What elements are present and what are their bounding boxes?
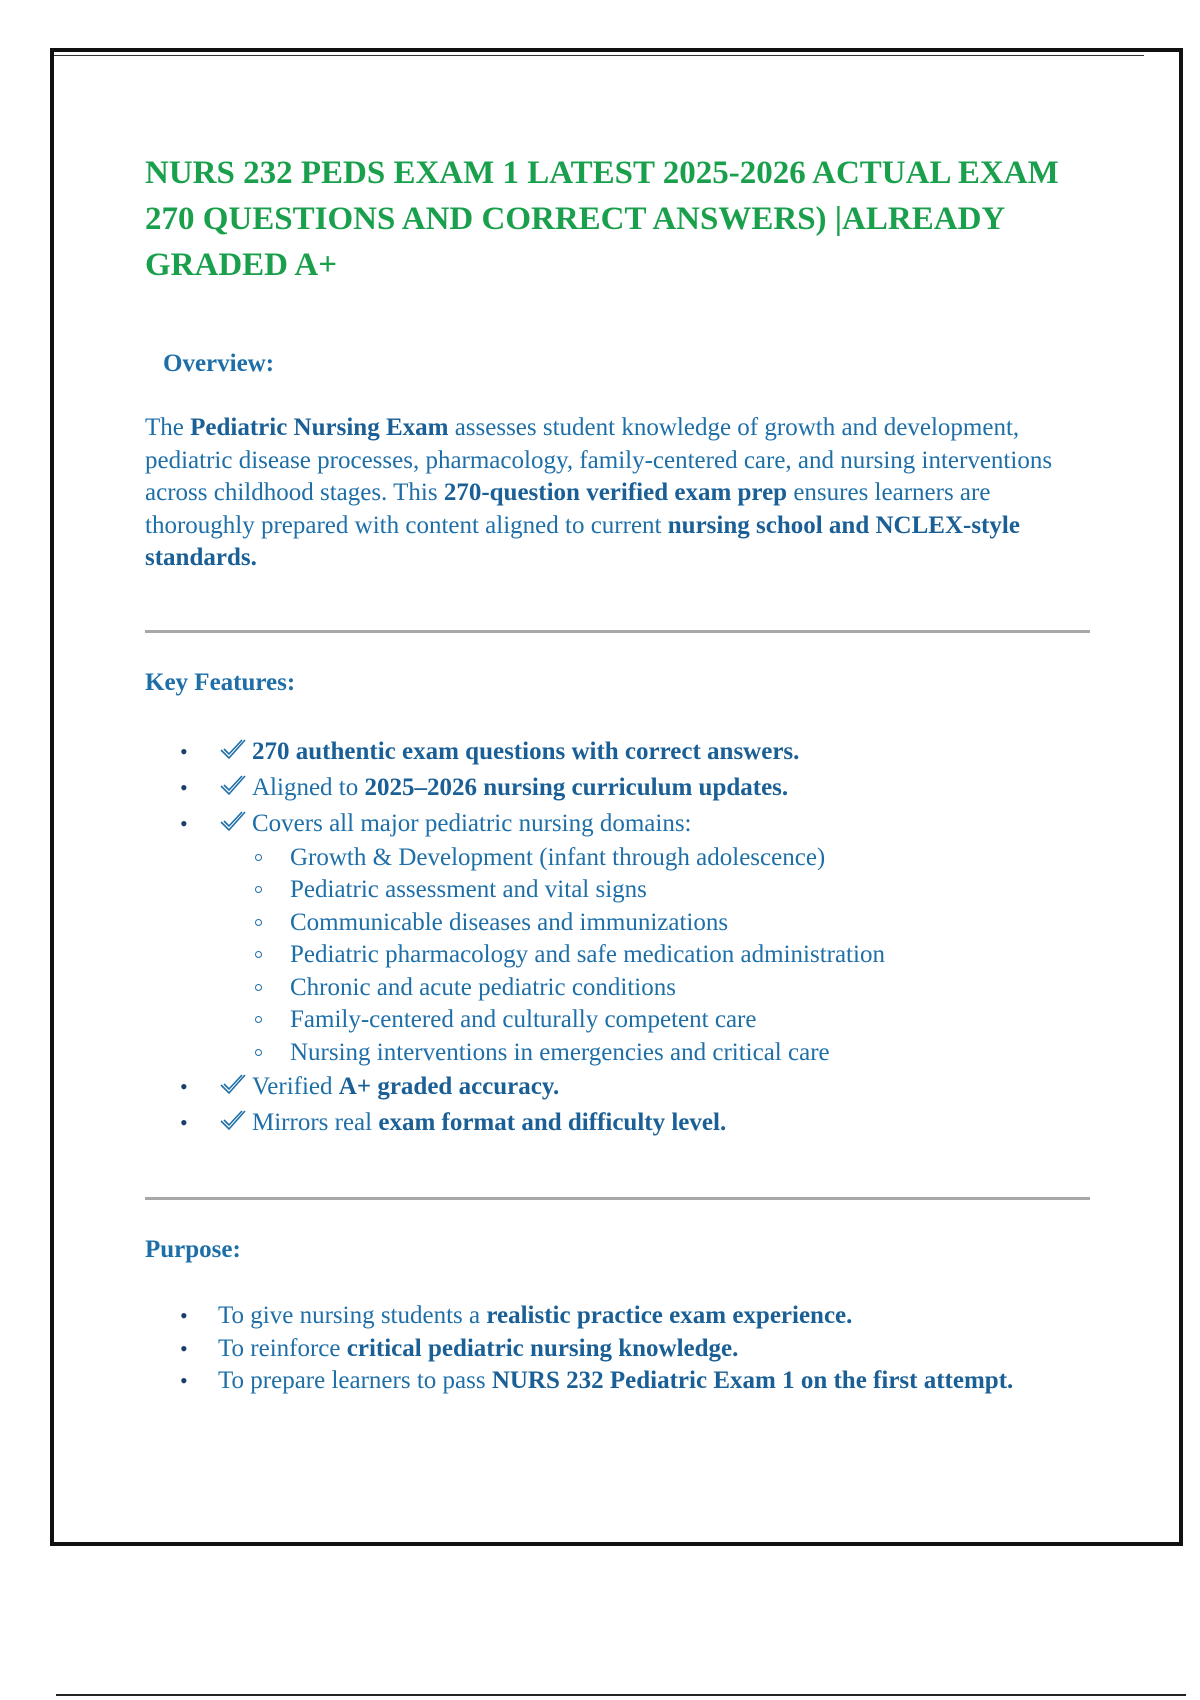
- circle-bullet-icon: [255, 854, 262, 861]
- circle-bullet-icon: [255, 1049, 262, 1056]
- section-divider: [145, 630, 1090, 633]
- domain-item: [145, 972, 1095, 1005]
- bullet-icon: •: [180, 1335, 188, 1361]
- domain-text: Growth & Development (infant through adolescence): [290, 843, 826, 871]
- domain-text: Pediatric pharmacology and safe medication administration: [290, 941, 885, 968]
- purpose-bold: NURS 232 Pediatric Exam 1 on the first attempt.: [491, 1367, 1014, 1394]
- bullet-icon: •: [180, 810, 188, 836]
- list-item: [145, 806, 1095, 1070]
- list-item: [145, 1069, 1095, 1105]
- key-features-heading: Key Features:: [145, 668, 296, 696]
- domain-text: Chronic and acute pediatric conditions: [290, 973, 676, 1001]
- list-item: [145, 770, 1095, 806]
- domain-item: [145, 1004, 1095, 1037]
- overview-bold-2: 270-question verified exam prep: [443, 479, 788, 506]
- feature-text: 270 authentic exam questions with correct answers.: [252, 737, 800, 765]
- list-item: [145, 1365, 1088, 1398]
- checkmark-icon: [218, 737, 248, 761]
- bullet-icon: •: [180, 738, 188, 764]
- purpose-bold: critical pediatric nursing knowledge.: [346, 1334, 739, 1362]
- domain-item: [145, 907, 1095, 940]
- feature-text: Aligned to: [252, 773, 365, 801]
- domain-item: [145, 874, 1095, 907]
- list-item: [145, 1105, 1095, 1141]
- purpose-heading: Purpose:: [145, 1236, 241, 1263]
- domain-item: [145, 939, 1095, 972]
- feature-text: Mirrors real: [252, 1109, 379, 1136]
- overview-paragraph: [145, 412, 1095, 575]
- overview-bold-3: nursing school and NCLEX-style standards.: [145, 511, 1020, 571]
- overview-bold-1: Pediatric Nursing Exam: [190, 414, 449, 441]
- bullet-icon: •: [180, 774, 188, 800]
- list-item: [145, 1333, 1088, 1366]
- domain-text: Nursing interventions in emergencies and critical care: [290, 1038, 830, 1066]
- bottom-divider: [56, 1694, 1186, 1696]
- domain-text: Family-centered and culturally competent care: [290, 1006, 757, 1033]
- overview-text-3: ensures learners are thoroughly prepared with content aligned to current: [145, 479, 991, 539]
- bullet-icon: •: [180, 1110, 188, 1135]
- bullet-icon: •: [180, 1074, 188, 1099]
- overview-text-1: The: [145, 414, 191, 441]
- overview-text-2: assesses student knowledge of growth and development, pediatric disease processes, pharmacology, family-centered care, and nursing interventions across childhood stages. This: [145, 414, 1053, 506]
- feature-bold: exam format and difficulty level.: [378, 1109, 727, 1136]
- circle-bullet-icon: [255, 951, 262, 958]
- feature-text: Covers all major pediatric nursing domains:: [252, 809, 692, 837]
- circle-bullet-icon: [255, 919, 262, 926]
- section-divider: [145, 1197, 1090, 1200]
- bullet-icon: •: [180, 1368, 188, 1393]
- checkmark-icon: [218, 1108, 248, 1132]
- purpose-text: To give nursing students a: [218, 1302, 487, 1329]
- bullet-icon: •: [180, 1303, 188, 1328]
- feature-bold: A+ graded accuracy.: [338, 1073, 560, 1100]
- domain-item: [145, 842, 1095, 875]
- circle-bullet-icon: [255, 886, 262, 893]
- document-content: [145, 150, 1095, 1398]
- domain-text: Communicable diseases and immunizations: [290, 908, 729, 936]
- domain-item: [145, 1037, 1095, 1070]
- purpose-text: To reinforce: [218, 1334, 347, 1362]
- document-title: NURS 232 PEDS EXAM 1 LATEST 2025-2026 ACTUAL EXAM 270 QUESTIONS AND CORRECT ANSWERS) |ALREADY GRADED A+: [145, 155, 1059, 283]
- checkmark-icon: [218, 773, 248, 797]
- overview-heading: Overview:: [163, 350, 275, 377]
- top-border-line: [54, 55, 1144, 56]
- feature-bold: 2025–2026 nursing curriculum updates.: [364, 773, 789, 801]
- feature-text: Verified: [252, 1073, 339, 1100]
- circle-bullet-icon: [255, 984, 262, 991]
- list-item: [145, 734, 1095, 770]
- key-features-list: [145, 734, 1095, 1142]
- checkmark-icon: [218, 809, 248, 833]
- list-item: [145, 1300, 1088, 1333]
- domain-text: Pediatric assessment and vital signs: [290, 876, 647, 903]
- purpose-list: [145, 1300, 1095, 1398]
- circle-bullet-icon: [255, 1016, 262, 1023]
- domain-list: [218, 842, 1095, 1070]
- purpose-bold: realistic practice exam experience.: [486, 1302, 853, 1329]
- checkmark-icon: [218, 1072, 248, 1096]
- purpose-text: To prepare learners to pass: [218, 1367, 492, 1394]
